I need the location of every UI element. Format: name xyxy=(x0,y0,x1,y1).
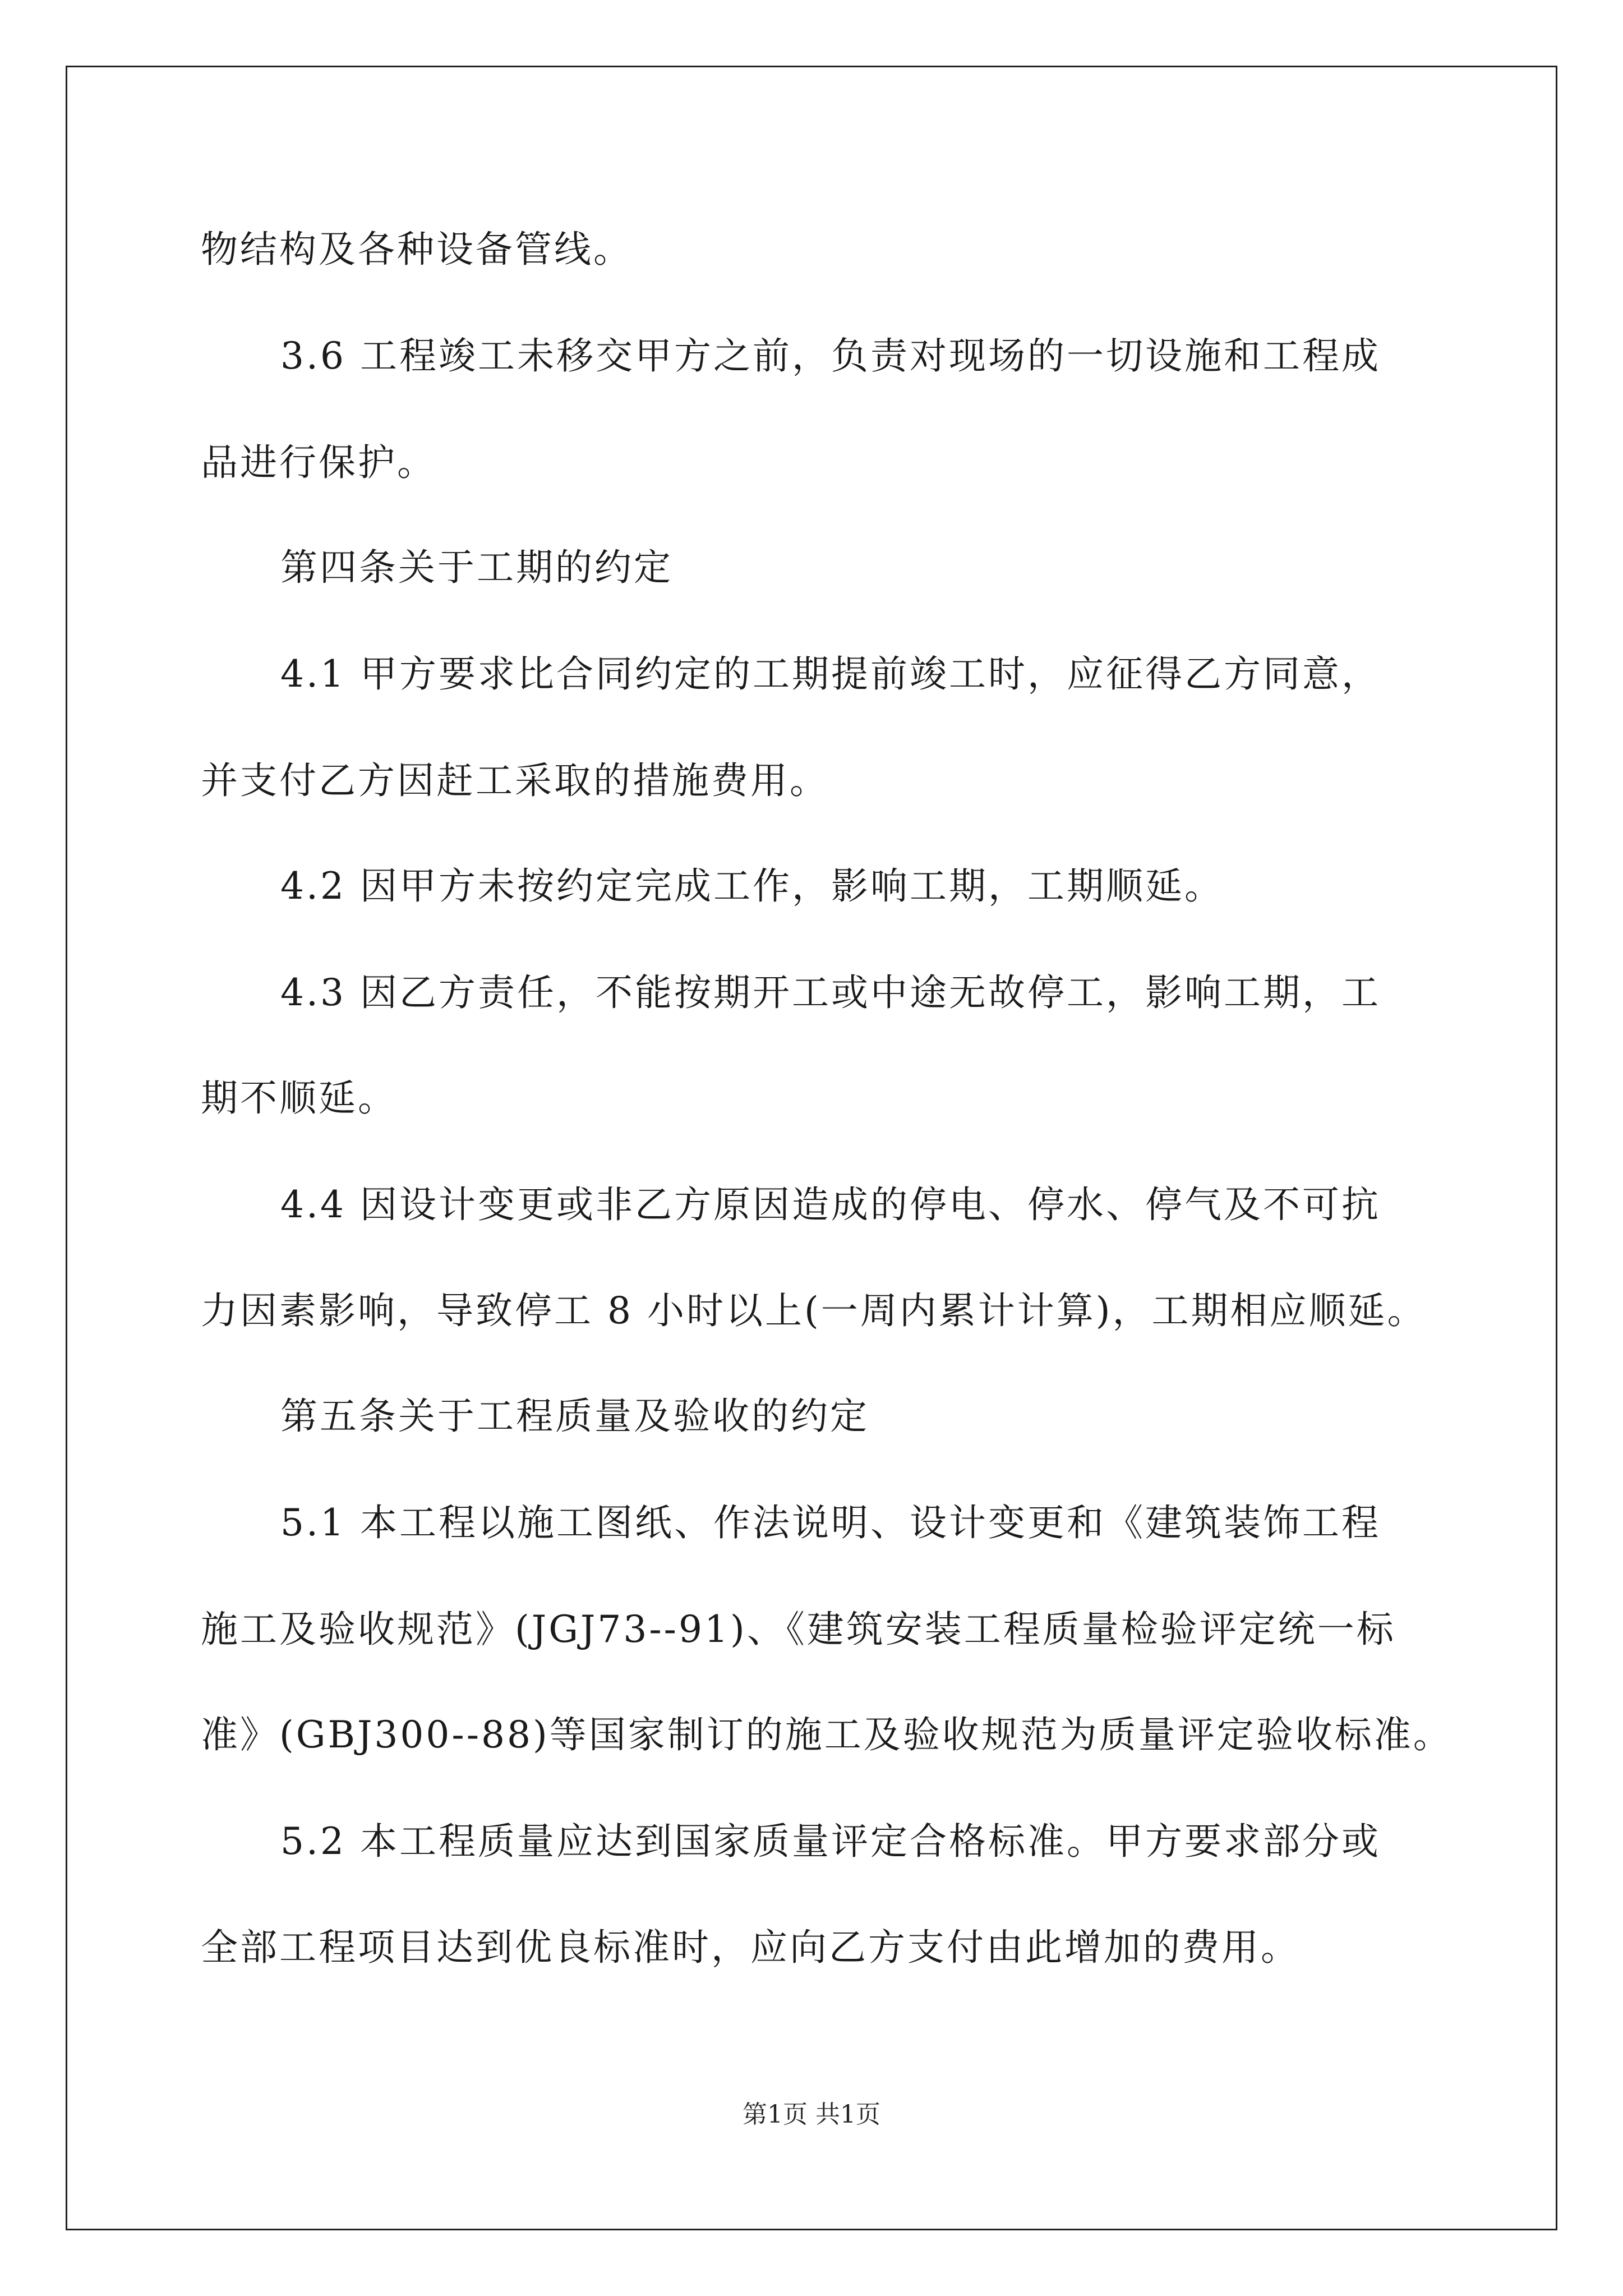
text-line: 力因素影响，导致停工 8 小时以上(一周内累计计算)，工期相应顺延。 xyxy=(201,1289,1427,1332)
page-border xyxy=(66,66,1557,2230)
text-line: 并支付乙方因赶工采取的措施费用。 xyxy=(201,759,829,802)
section-heading: 第五条关于工程质量及验收的约定 xyxy=(280,1395,869,1438)
section-heading: 第四条关于工期的约定 xyxy=(280,546,673,589)
page-footer: 第1页 共1页 xyxy=(743,2100,880,2129)
text-line: 5.1 本工程以施工图纸、作法说明、设计变更和《建筑装饰工程 xyxy=(280,1501,1381,1544)
text-line: 4.4 因设计变更或非乙方原因造成的停电、停水、停气及不可抗 xyxy=(280,1183,1381,1226)
text-line: 物结构及各种设备管线。 xyxy=(201,228,633,271)
text-line: 4.2 因甲方未按约定完成工作，影响工期，工期顺延。 xyxy=(280,864,1224,908)
text-line: 5.2 本工程质量应达到国家质量评定合格标准。甲方要求部分或 xyxy=(280,1820,1381,1863)
text-line: 施工及验收规范》(JGJ73--91)、《建筑安装工程质量检验评定统一标 xyxy=(201,1608,1396,1651)
text-line: 3.6 工程竣工未移交甲方之前，负责对现场的一切设施和工程成 xyxy=(280,334,1381,378)
text-line: 4.1 甲方要求比合同约定的工期提前竣工时，应征得乙方同意， xyxy=(280,652,1381,696)
text-line: 品进行保护。 xyxy=(201,441,436,484)
text-line: 期不顺延。 xyxy=(201,1076,397,1120)
text-line: 4.3 因乙方责任，不能按期开工或中途无故停工，影响工期，工 xyxy=(280,971,1381,1014)
text-line: 全部工程项目达到优良标准时，应向乙方支付由此增加的费用。 xyxy=(201,1926,1300,1969)
text-line: 准》(GBJ300--88)等国家制订的施工及验收规范为质量评定验收标准。 xyxy=(201,1713,1453,1756)
